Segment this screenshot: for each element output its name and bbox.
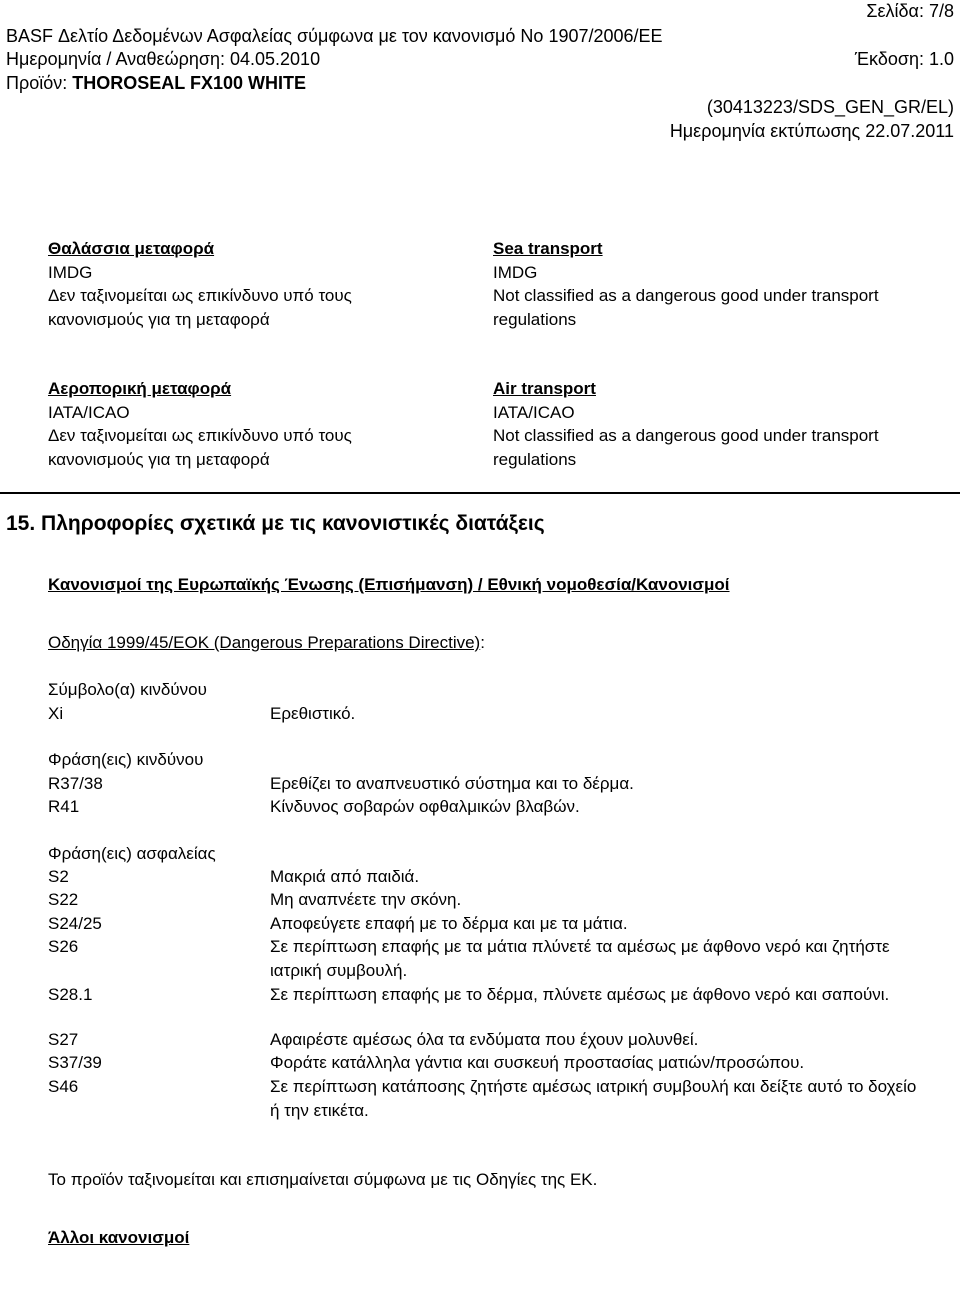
safety-code: S26 (48, 937, 79, 956)
risk-code: R37/38 (48, 774, 103, 793)
section-divider (0, 492, 960, 494)
air-heading-greek: Αεροπορική μεταφορά (48, 379, 232, 398)
eu-regulations-heading: Κανονισμοί της Ευρωπαϊκής Ένωσης (Επισήμανση) / Εθνική νομοθεσία/Κανονισμοί (48, 575, 730, 594)
air-text-greek: Δεν ταξινομείται ως επικίνδυνο υπό τους κανονισμούς για τη μεταφορά (48, 426, 352, 469)
directive-colon: : (480, 633, 485, 652)
directive-name: Οδηγία 1999/45/ΕΟΚ (Dangerous Preparations Directive) (48, 633, 481, 652)
air-code-english: IATA/ICAO (493, 402, 575, 422)
safety-code: S28.1 (48, 985, 93, 1004)
safety-text: Φοράτε κατάλληλα γάντια και συσκευή προστασίας ματιών/προσώπου. (270, 1053, 805, 1072)
risk-text: Κίνδυνος σοβαρών οφθαλμικών βλαβών. (270, 797, 580, 816)
safety-code: S24/25 (48, 914, 102, 933)
sea-heading-greek: Θαλάσσια μεταφορά (48, 239, 215, 258)
air-text-english: Not classified as a dangerous good under transport regulations (493, 426, 879, 469)
page-number: Σελίδα: 7/8 (866, 1, 954, 21)
hazard-symbol-code: Xi (48, 704, 64, 723)
sea-text-greek: Δεν ταξινομείται ως επικίνδυνο υπό τους κανονισμούς για τη μεταφορά (48, 286, 352, 329)
document-title: BASF Δελτίο Δεδομένων Ασφαλείας σύμφωνα με τον κανονισμό Νο 1907/2006/ΕΕ (6, 26, 663, 46)
safety-code: S37/39 (48, 1053, 102, 1072)
safety-text: Σε περίπτωση επαφής με τα μάτια πλύνετέ τα αμέσως με άφθονο νερό και ζητήστε ιατρική συμβουλή. (270, 937, 890, 980)
safety-code: S46 (48, 1077, 79, 1096)
sea-code-greek: IMDG (48, 262, 93, 282)
product-label: Προϊόν: (6, 73, 68, 93)
sea-transport-greek (48, 237, 448, 331)
safety-phrases-label: Φράση(εις) ασφαλείας (48, 844, 216, 863)
section-15-title: 15. Πληροφορίες σχετικά με τις κανονιστικές διατάξεις (6, 512, 545, 535)
safety-text: Σε περίπτωση κατάποσης ζητήστε αμέσως ιατρική συμβουλή και δείξτε αυτό το δοχείο ή την ετικέτα. (270, 1077, 917, 1120)
other-regulations-heading: Άλλοι κανονισμοί (48, 1228, 190, 1247)
sea-text-english: Not classified as a dangerous good under transport regulations (493, 286, 879, 329)
directive-line (48, 631, 485, 655)
safety-code: S2 (48, 867, 69, 886)
safety-text: Αφαιρέστε αμέσως όλα τα ενδύματα που έχουν μολυνθεί. (270, 1030, 699, 1049)
air-heading-english: Air transport (493, 379, 596, 398)
safety-text: Μη αναπνέετε την σκόνη. (270, 890, 462, 909)
sea-heading-english: Sea transport (493, 239, 603, 258)
safety-text: Αποφεύγετε επαφή με το δέρμα και με τα μάτια. (270, 914, 628, 933)
product-line (6, 72, 306, 94)
hazard-symbol-desc: Ερεθιστικό. (270, 704, 356, 723)
risk-text: Ερεθίζει το αναπνευστικό σύστημα και το δέρμα. (270, 774, 634, 793)
air-transport-english (493, 377, 913, 471)
safety-code: S22 (48, 890, 79, 909)
version: Έκδοση: 1.0 (854, 49, 954, 69)
document-code: (30413223/SDS_GEN_GR/EL) (706, 97, 954, 117)
air-transport-greek (48, 377, 448, 471)
safety-text: Μακριά από παιδιά. (270, 867, 420, 886)
risk-phrases-label: Φράση(εις) κινδύνου (48, 750, 204, 769)
product-name: THOROSEAL FX100 WHITE (72, 73, 306, 93)
air-code-greek: IATA/ICAO (48, 402, 130, 422)
safety-text: Σε περίπτωση επαφής με το δέρμα, πλύνετε αμέσως με άφθονο νερό και σαπούνι. (270, 985, 890, 1004)
sea-transport-english (493, 237, 913, 331)
risk-code: R41 (48, 797, 80, 816)
sea-code-english: IMDG (493, 262, 538, 282)
safety-code: S27 (48, 1030, 79, 1049)
print-date: Ημερομηνία εκτύπωσης 22.07.2011 (669, 121, 954, 141)
hazard-symbol-label: Σύμβολο(α) κινδύνου (48, 680, 207, 699)
revision-date: Ημερομηνία / Αναθεώρηση: 04.05.2010 (6, 49, 321, 69)
classification-note: Το προϊόν ταξινομείται και επισημαίνεται σύμφωνα με τις Οδηγίες της ΕΚ. (48, 1170, 598, 1189)
